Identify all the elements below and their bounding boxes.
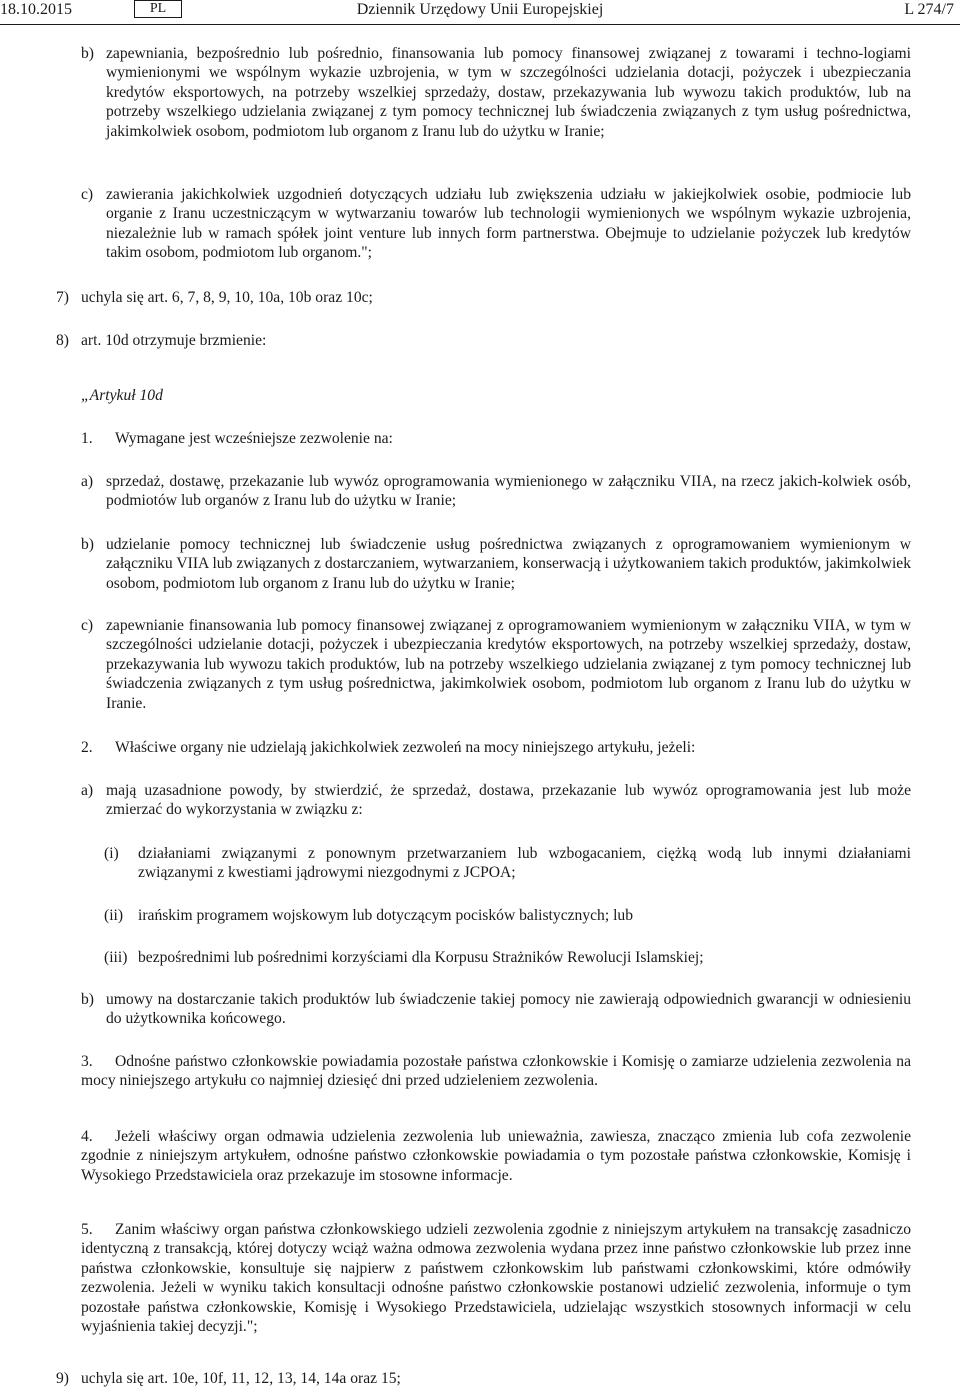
item-text: uchyla się art. 10e, 10f, 11, 12, 13, 14, 14a oraz 15;	[81, 1370, 401, 1387]
item-text: art. 10d otrzymuje brzmienie:	[81, 332, 267, 349]
article-paragraph-4	[81, 1127, 911, 1185]
item-label: c)	[81, 186, 94, 203]
item-text: umowy na dostarczanie takich produktów lub świadczenie takiej pomocy nie zawierają odpowiednich gwarancji w odniesieniu do użytkownika końcowego.	[106, 991, 911, 1028]
subitem-label: (ii)	[104, 907, 124, 924]
journal-title: Dziennik Urzędowy Unii Europejskiej	[356, 1, 604, 18]
item-text: zapewniania, bezpośrednio lub pośrednio, finansowania lub pomocy finansowej związanej z towarami i techno-logiami wymienionymi we wspólnym wykazie uzbrojenia, w tym w szczególności udzielania dotacji, pożyczek i ubezpieczania kredytów eksportowych, na potrzeby wszelkiej sprzedaży, dostaw, przekazywania lub wywozu takich produktów, lub na potrzeby wszelkiego udzielania związanej z tym pomocy technicznej lub świadczenia związanych z tym usług pośrednictwa, jakimkolwiek osobom, podmiotom lub organom z Iranu lub do użytku w Iranie;	[106, 45, 911, 140]
paragraph-number: 1.	[81, 430, 93, 447]
item-text: udzielanie pomocy technicznej lub świadczenie usług pośrednictwa związanych z oprogramowaniem wymienionym w załączniku VIIA lub związanych z dostarczaniem, wytwarzaniem, konserwacją i użytkowaniem takich produktów, jakimkolwiek osobom, podmiotom lub organom z Iranu lub do użytku w Iranie;	[106, 536, 911, 592]
page-reference: L 274/7	[904, 1, 954, 18]
article-title: „Artykuł 10d	[81, 387, 163, 404]
item-label: b)	[81, 45, 94, 62]
item-label: 8)	[56, 332, 69, 349]
paragraph-text: Właściwe organy nie udzielają jakichkolwiek zezwoleń na mocy niniejszego artykułu, jeżeli:	[115, 739, 696, 756]
page-header	[0, 0, 960, 26]
subitem-text: działaniami związanymi z ponownym przetwarzaniem lub wzbogacaniem, ciężką wodą lub innymi działaniami związanymi z kwestiami jądrowymi niezgodnymi z JCPOA;	[138, 845, 911, 882]
language-badge: PL	[134, 0, 182, 18]
subitem-label: (iii)	[104, 949, 128, 966]
paragraph-number: 4.	[81, 1128, 93, 1145]
article-paragraph-2	[81, 738, 911, 757]
item-text: uchyla się art. 6, 7, 8, 9, 10, 10a, 10b oraz 10c;	[81, 289, 373, 306]
item-label: a)	[81, 782, 94, 799]
item-label: a)	[81, 473, 94, 490]
item-label: 9)	[56, 1370, 69, 1387]
subitem-label: (i)	[104, 845, 119, 862]
article-paragraph-3	[81, 1052, 911, 1091]
item-text: zawierania jakichkolwiek uzgodnień dotyczących udziału lub zwiększenia udziału w jakiejkolwiek osobie, podmiocie lub organie z Iranu uczestniczącym w wytwarzaniu towarów lub technologii wymienionych we wspólnym wykazie uzbrojenia, niezależnie lub w ramach spółek joint venture lub innych form partnerstwa. Obejmuje to udzielanie pożyczek lub kredytów takim osobom, podmiotom lub organom.";	[106, 186, 911, 262]
paragraph-number: 3.	[81, 1053, 93, 1070]
item-label: 7)	[56, 289, 69, 306]
paragraph-number: 5.	[81, 1221, 93, 1238]
item-text: sprzedaż, dostawę, przekazanie lub wywóz oprogramowania wymienionego w załączniku VIIA, na rzecz jakich-kolwiek osób, podmiotów lub organów z Iranu lub do użytku w Iranie;	[106, 473, 911, 510]
header-divider	[0, 24, 960, 25]
paragraph-text: Wymagane jest wcześniejsze zezwolenie na:	[115, 430, 393, 447]
paragraph-text: Odnośne państwo członkowskie powiadamia pozostałe państwa członkowskie i Komisję o zamiarze udzielenia zezwolenia na mocy niniejszego artykułu co najmniej dziesięć dni przed udzieleniem zezwolenia.	[81, 1053, 911, 1090]
publication-date: 18.10.2015	[0, 1, 72, 18]
subitem-text: irańskim programem wojskowym lub dotyczącym pocisków balistycznych; lub	[138, 907, 634, 924]
item-text: mają uzasadnione powody, by stwierdzić, że sprzedaż, dostawa, przekazanie lub wywóz oprogramowania jest lub może zmierzać do wykorzystania w związku z:	[106, 782, 911, 819]
article-paragraph-1	[81, 429, 911, 448]
paragraph-text: Jeżeli właściwy organ odmawia udzielenia zezwolenia lub unieważnia, zawiesza, znacząco zmienia lub cofa zezwolenie zgodnie z niniejszym artykułem, odnośne państwo członkowskie powiadamia o tym pozostałe państwa członkowskie, Komisję i Wysokiego Przedstawiciela oraz przekazuje im stosowne informacje.	[81, 1128, 911, 1184]
article-paragraph-5	[81, 1220, 911, 1336]
paragraph-text: Zanim właściwy organ państwa członkowskiego udzieli zezwolenia zgodnie z niniejszym artykułem na transakcję zasadniczo identyczną z transakcją, której dotyczy wciąż ważna odmowa zezwolenia wydana przez inne państwo członkowskie lub przez inne państwa członkowskie, konsultuje się najpierw z państwem członkowskim lub państwami członkowskimi, które odmówiły zezwolenia. Jeżeli w wyniku takich konsultacji odnośne państwo członkowskie postanowi udzielić zezwolenia, informuje o tym pozostałe państwa członkowskie, Komisję i Wysokiego Przedstawiciela, udzielając wszystkich stosownych informacji w celu wyjaśnienia takiej decyzji.";	[81, 1221, 911, 1336]
subitem-text: bezpośrednimi lub pośrednimi korzyściami dla Korpusu Strażników Rewolucji Islamskiej;	[138, 949, 704, 966]
paragraph-number: 2.	[81, 739, 93, 756]
item-label: b)	[81, 536, 94, 553]
item-label: c)	[81, 617, 94, 634]
item-label: b)	[81, 991, 94, 1008]
item-text: zapewnianie finansowania lub pomocy finansowej związanej z oprogramowaniem wymienionym w załączniku VIIA, w tym w szczególności udzielanie dotacji, pożyczek i ubezpieczania kredytów eksportowych, na potrzeby wszelkiej sprzedaży, dostaw, przekazywania lub wywozu takich produktów, lub na potrzeby wszelkiego udzielania związanej z tym pomocy technicznej lub świadczenia związanych z tym usług pośrednictwa, jakimkolwiek osobom, podmiotom lub organom z Iranu lub do użytku w Iranie.	[106, 617, 911, 712]
